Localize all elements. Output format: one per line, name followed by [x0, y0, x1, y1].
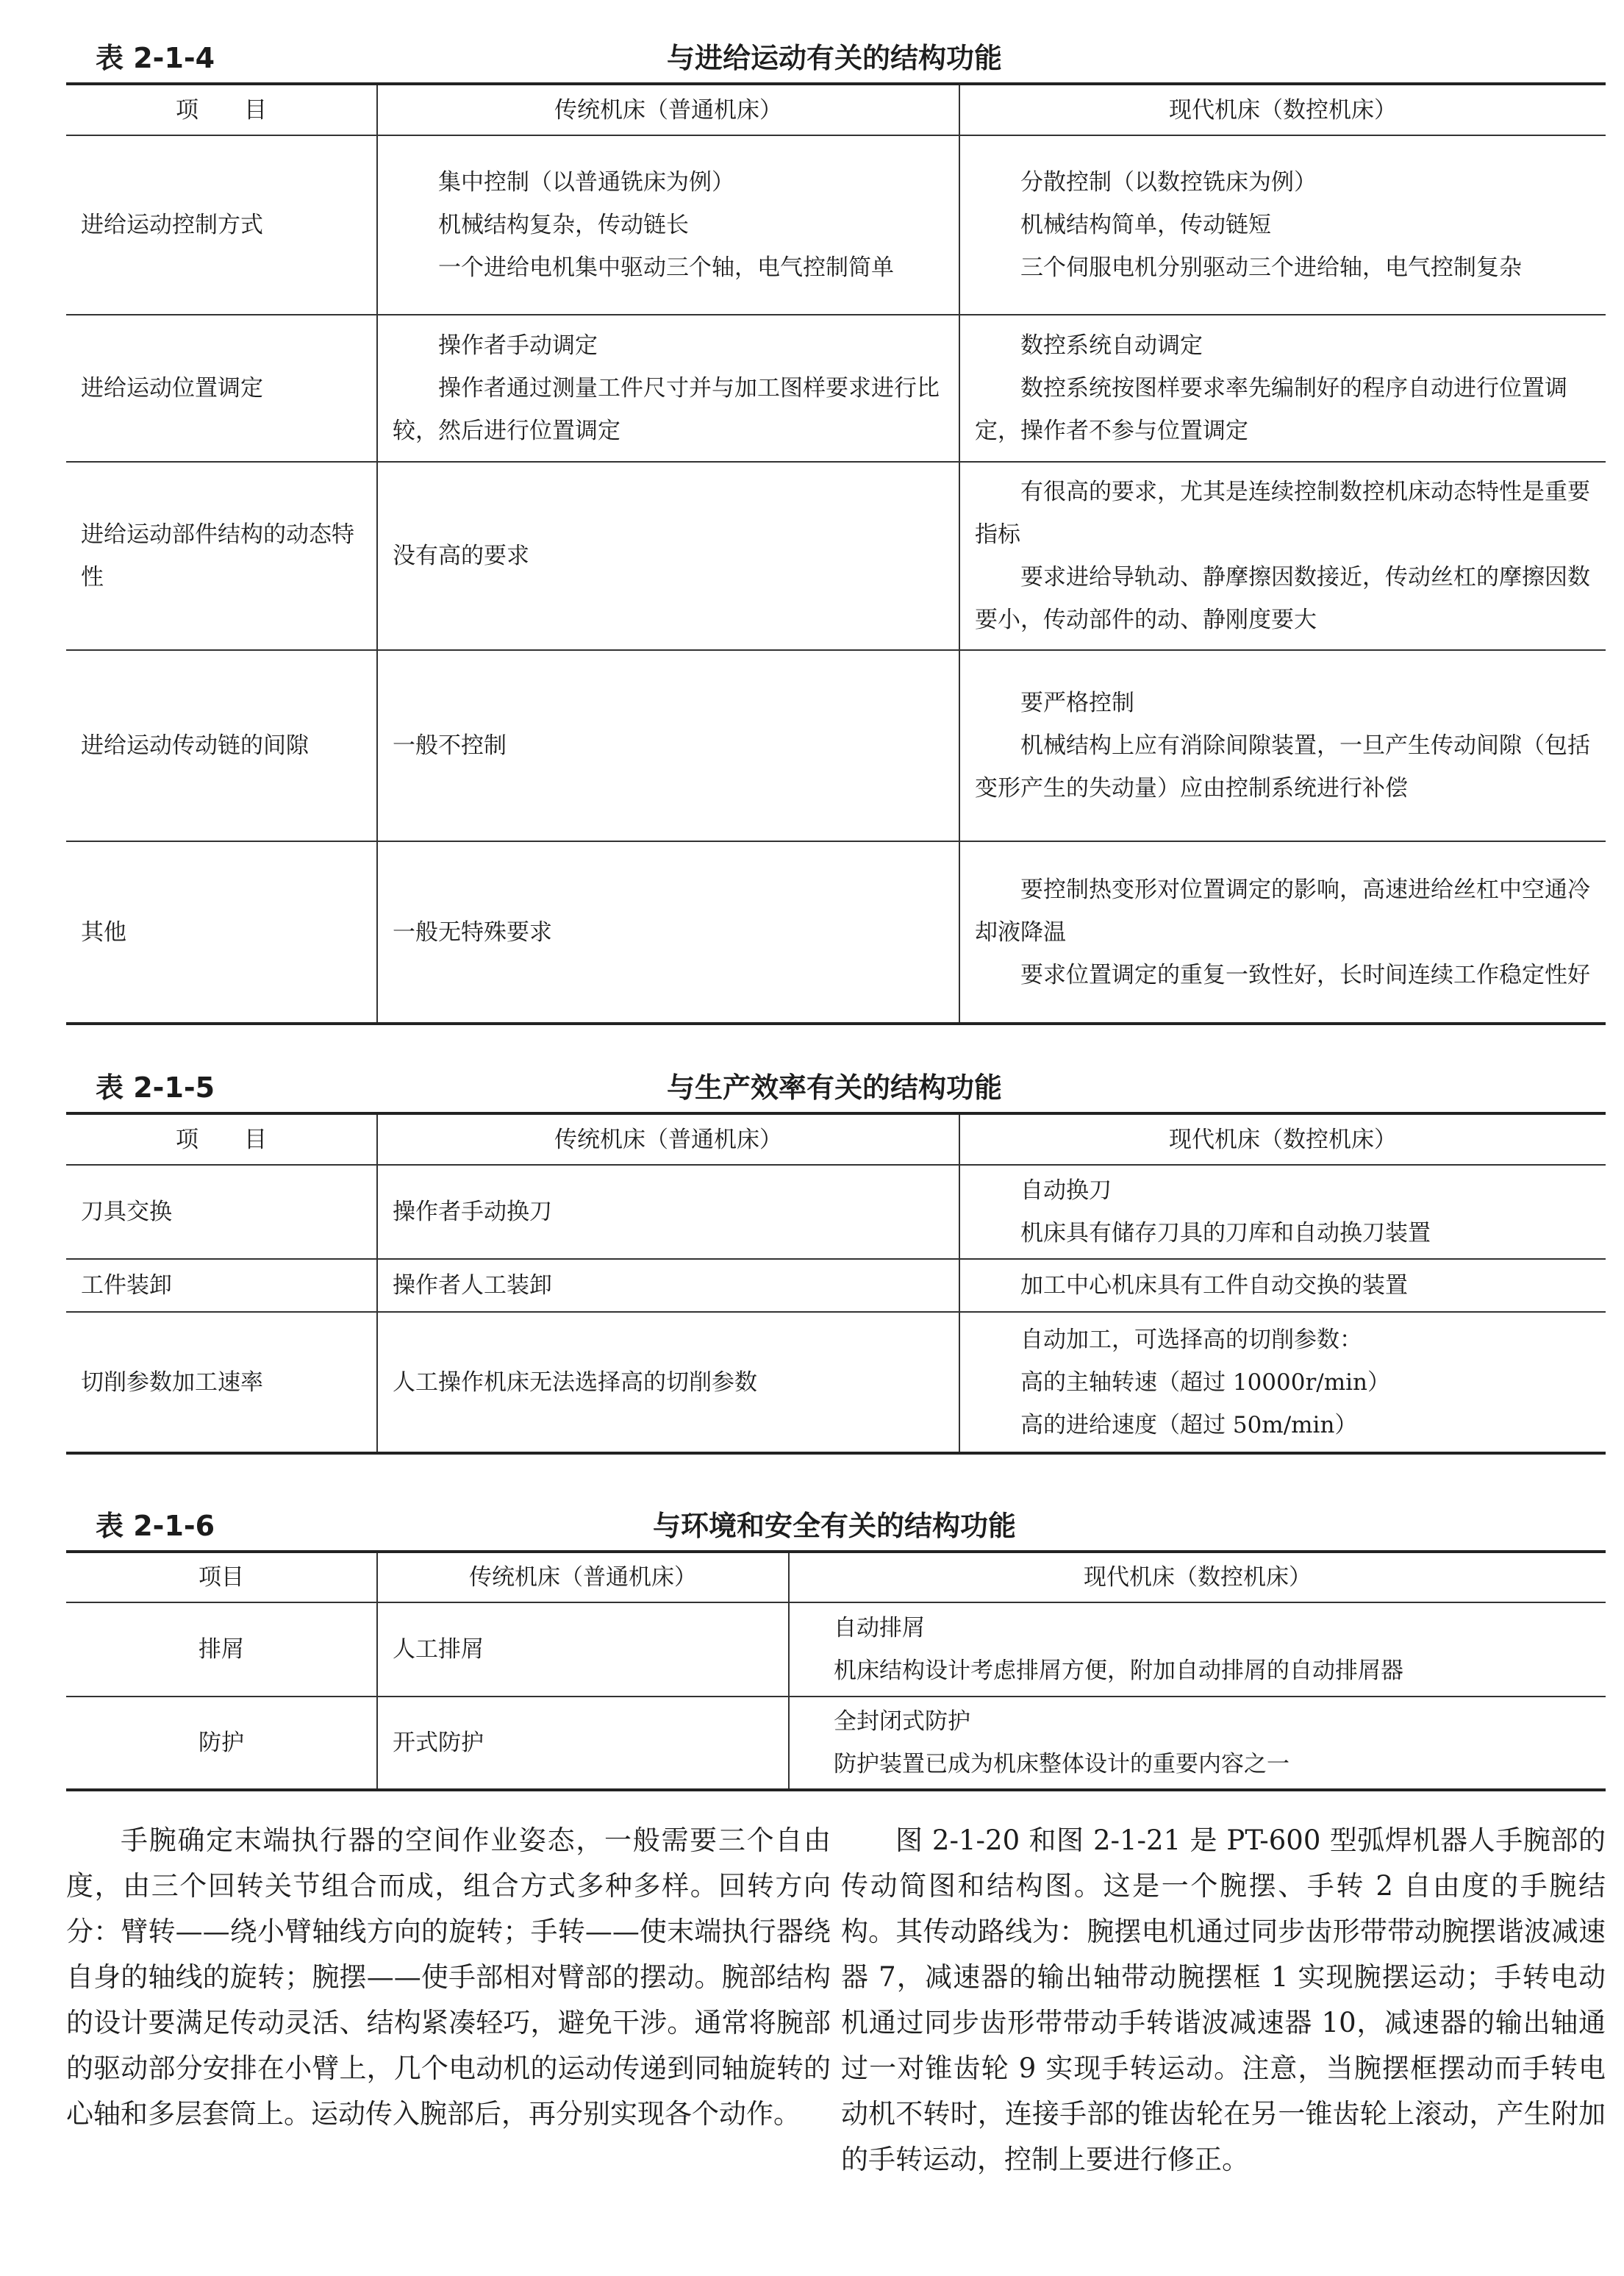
cell-line: 机械结构上应有消除间隙装置，一旦产生传动间隙（包括变形产生的失动量）应由控制系统进行补偿 [975, 732, 1590, 802]
cell-line: 自动加工，可选择高的切削参数： [1020, 1326, 1362, 1353]
modern-cell [959, 135, 1606, 315]
table-row [66, 1312, 1606, 1453]
traditional-cell: 没有高的要求 [377, 462, 959, 650]
row-item: 进给运动控制方式 [66, 135, 377, 315]
column-header-traditional: 传统机床（普通机床） [377, 1113, 959, 1165]
modern-cell [959, 841, 1606, 1024]
cell-line: 数控系统自动调定 [1020, 332, 1203, 359]
cell-line: 高的进给速度（超过 50m/min） [1020, 1411, 1358, 1438]
column-header-traditional: 传统机床（普通机床） [377, 1552, 789, 1602]
table-row [66, 1697, 1606, 1790]
modern-cell [959, 315, 1606, 462]
cell-line: 操作者通过测量工件尺寸并与加工图样要求进行比较，然后进行位置调定 [393, 375, 940, 444]
cell-line: 高的主轴转速（超过 10000r/min） [1020, 1369, 1391, 1396]
modern-cell [789, 1697, 1606, 1790]
cell-line: 一个进给电机集中驱动三个轴，电气控制简单 [438, 254, 894, 281]
traditional-cell: 开式防护 [377, 1697, 789, 1790]
column-header-traditional: 传统机床（普通机床） [377, 84, 959, 135]
paragraph: 手腕确定末端执行器的空间作业姿态，一般需要三个自由度，由三个回转关节组合而成，组合方式多种多样。回转方向分：臂转——绕小臂轴线方向的旋转；手转——使末端执行器绕自身的轴线的旋转；腕摆——使手部相对臂部的摆动。腕部结构的设计要满足传动灵活、结构紧凑轻巧，避免干涉。通常将腕部的驱动部分安排在小臂上，几个电动机的运动传递到同轴旋转的心轴和多层套筒上。运动传入腕部后，再分别实现各个动作。 [66, 1824, 831, 2130]
cell-line: 机械结构复杂，传动链长 [438, 212, 689, 238]
cell-line: 操作者手动调定 [438, 332, 598, 359]
traditional-cell: 人工操作机床无法选择高的切削参数 [377, 1312, 959, 1453]
row-item: 工件装卸 [66, 1259, 377, 1312]
paragraph: 图 2-1-20 和图 2-1-21 是 PT-600 型弧焊机器人手腕部的传动简图和结构图。这是一个腕摆、手转 2 自由度的手腕结构。其传动路线为：腕摆电机通过同步齿形带带动腕摆谐波减速器 7，减速器的输出轴带动腕摆框 1 实现腕摆运动；手转电动机通过同步齿形带带动手转谐波减速器 10，减速器的输出轴通过一对锥齿轮 9 实现手转运动。注意，当腕摆框摆动而手转电动机不转时，连接手部的锥齿轮在另一锥齿轮上滚动，产生附加的手转运动，控制上要进行修正。 [841, 1824, 1606, 2175]
row-item: 排屑 [66, 1602, 377, 1697]
body-text-left-column [66, 1818, 831, 2137]
table-2-1-6 [66, 1550, 1606, 1791]
cell-line: 防护装置已成为机床整体设计的重要内容之一 [834, 1751, 1289, 1777]
cell-line: 要严格控制 [1020, 690, 1134, 716]
column-header-item: 项 目 [66, 1113, 377, 1165]
row-item: 防护 [66, 1697, 377, 1790]
modern-cell [959, 462, 1606, 650]
table-2-1-4-header [66, 22, 1603, 81]
table-row [66, 650, 1606, 841]
table-row [66, 841, 1606, 1024]
modern-cell [959, 1165, 1606, 1259]
cell-line: 全封闭式防护 [834, 1708, 970, 1735]
column-header-modern: 现代机床（数控机床） [959, 84, 1606, 135]
cell-line: 数控系统按图样要求率先编制好的程序自动进行位置调定，操作者不参与位置调定 [975, 375, 1567, 444]
row-item: 进给运动传动链的间隙 [66, 650, 377, 841]
row-item: 进给运动位置调定 [66, 315, 377, 462]
cell-line: 机械结构简单，传动链短 [1020, 212, 1271, 238]
row-item: 刀具交换 [66, 1165, 377, 1259]
column-header-item: 项 目 [66, 84, 377, 135]
cell-line: 自动排屑 [834, 1615, 925, 1641]
traditional-cell: 一般不控制 [377, 650, 959, 841]
table-2-1-5 [66, 1112, 1606, 1455]
column-header-modern: 现代机床（数控机床） [789, 1552, 1606, 1602]
cell-line: 集中控制（以普通铣床为例） [438, 169, 734, 196]
table-2-1-4 [66, 82, 1606, 1025]
row-item: 其他 [66, 841, 377, 1024]
table-caption: 与生产效率有关的结构功能 [666, 1071, 1002, 1104]
modern-cell [959, 1259, 1606, 1312]
modern-cell [789, 1602, 1606, 1697]
table-number: 表 2-1-6 [96, 1510, 215, 1542]
table-row [66, 135, 1606, 315]
traditional-cell: 一般无特殊要求 [377, 841, 959, 1024]
table-number: 表 2-1-4 [96, 42, 215, 74]
modern-cell [959, 1312, 1606, 1453]
table-number: 表 2-1-5 [96, 1071, 215, 1104]
row-item: 切削参数加工速率 [66, 1312, 377, 1453]
table-2-1-5-header [66, 1052, 1603, 1110]
table-caption: 与环境和安全有关的结构功能 [652, 1510, 1016, 1542]
cell-line: 加工中心机床具有工件自动交换的装置 [1020, 1272, 1408, 1299]
traditional-cell [377, 135, 959, 315]
cell-line: 要控制热变形对位置调定的影响，高速进给丝杠中空通冷却液降温 [975, 876, 1590, 946]
table-row [66, 1259, 1606, 1312]
cell-line: 要求位置调定的重复一致性好，长时间连续工作稳定性好 [1020, 961, 1590, 988]
table-caption: 与进给运动有关的结构功能 [666, 42, 1002, 74]
traditional-cell: 操作者人工装卸 [377, 1259, 959, 1312]
column-header-modern: 现代机床（数控机床） [959, 1113, 1606, 1165]
table-row [66, 462, 1606, 650]
table-row [66, 1602, 1606, 1697]
body-text-right-column [841, 1818, 1606, 2183]
cell-line: 机床结构设计考虑排屑方便，附加自动排屑的自动排屑器 [834, 1658, 1403, 1684]
cell-line: 有很高的要求，尤其是连续控制数控机床动态特性是重要指标 [975, 479, 1590, 548]
traditional-cell: 操作者手动换刀 [377, 1165, 959, 1259]
cell-line: 三个伺服电机分别驱动三个进给轴，电气控制复杂 [1020, 254, 1522, 281]
cell-line: 分散控制（以数控铣床为例） [1020, 169, 1317, 196]
traditional-cell: 人工排屑 [377, 1602, 789, 1697]
table-2-1-6-header [66, 1490, 1603, 1549]
table-row [66, 1165, 1606, 1259]
traditional-cell [377, 315, 959, 462]
row-item: 进给运动部件结构的动态特性 [66, 462, 377, 650]
cell-line: 自动换刀 [1020, 1177, 1112, 1204]
column-header-item: 项目 [66, 1552, 377, 1602]
modern-cell [959, 650, 1606, 841]
cell-line: 机床具有储存刀具的刀库和自动换刀装置 [1020, 1220, 1431, 1246]
table-row [66, 315, 1606, 462]
cell-line: 要求进给导轨动、静摩擦因数接近，传动丝杠的摩擦因数要小，传动部件的动、静刚度要大 [975, 564, 1590, 633]
